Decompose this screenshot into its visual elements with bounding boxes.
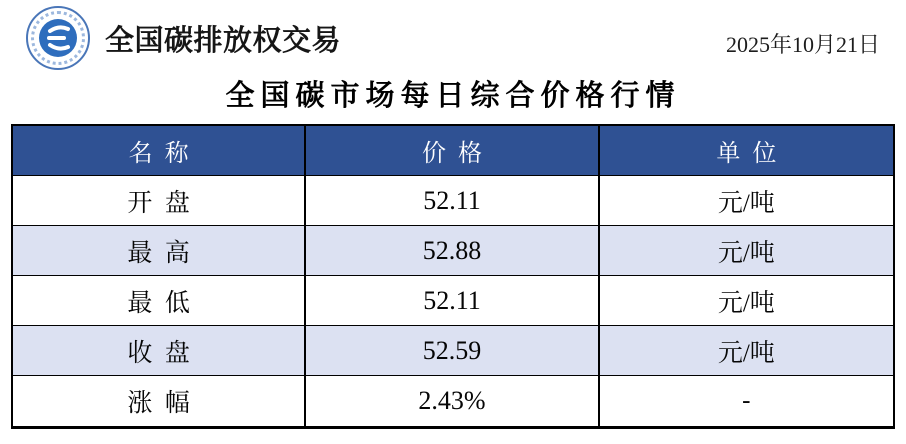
price-table	[11, 124, 895, 429]
row-unit: 元/吨	[717, 189, 775, 217]
table-header-row	[13, 126, 893, 176]
table-row-high	[13, 226, 893, 276]
table-row-low	[13, 276, 893, 326]
row-price: 52.11	[306, 176, 599, 225]
row-price: 2.43%	[306, 376, 599, 426]
brand	[26, 6, 341, 70]
row-name: 开 盘	[13, 176, 306, 225]
header	[0, 0, 906, 70]
row-unit: 元/吨	[717, 339, 775, 367]
row-name: 涨 幅	[13, 376, 306, 426]
row-price: 52.59	[306, 326, 599, 375]
row-unit: 元/吨	[717, 239, 775, 267]
table-row-change	[13, 376, 893, 426]
column-header-unit: 单 位	[716, 141, 777, 167]
brand-title: 全国碳排放权交易	[105, 24, 342, 57]
column-header-price: 价 格	[306, 126, 599, 175]
table-row-close	[13, 326, 893, 376]
row-price: 52.88	[306, 226, 599, 275]
row-name: 收 盘	[13, 326, 306, 375]
column-header-name: 名 称	[13, 126, 306, 175]
row-unit: -	[742, 387, 751, 414]
page-title: 全国碳市场每日综合价格行情	[225, 80, 681, 112]
row-price: 52.11	[306, 276, 599, 325]
carbon-exchange-logo-icon	[26, 6, 90, 70]
table-row-open	[13, 176, 893, 226]
date-label: 2025年10月21日	[725, 31, 880, 57]
row-name: 最 低	[13, 276, 306, 325]
row-unit: 元/吨	[717, 289, 775, 317]
row-name: 最 高	[13, 226, 306, 275]
